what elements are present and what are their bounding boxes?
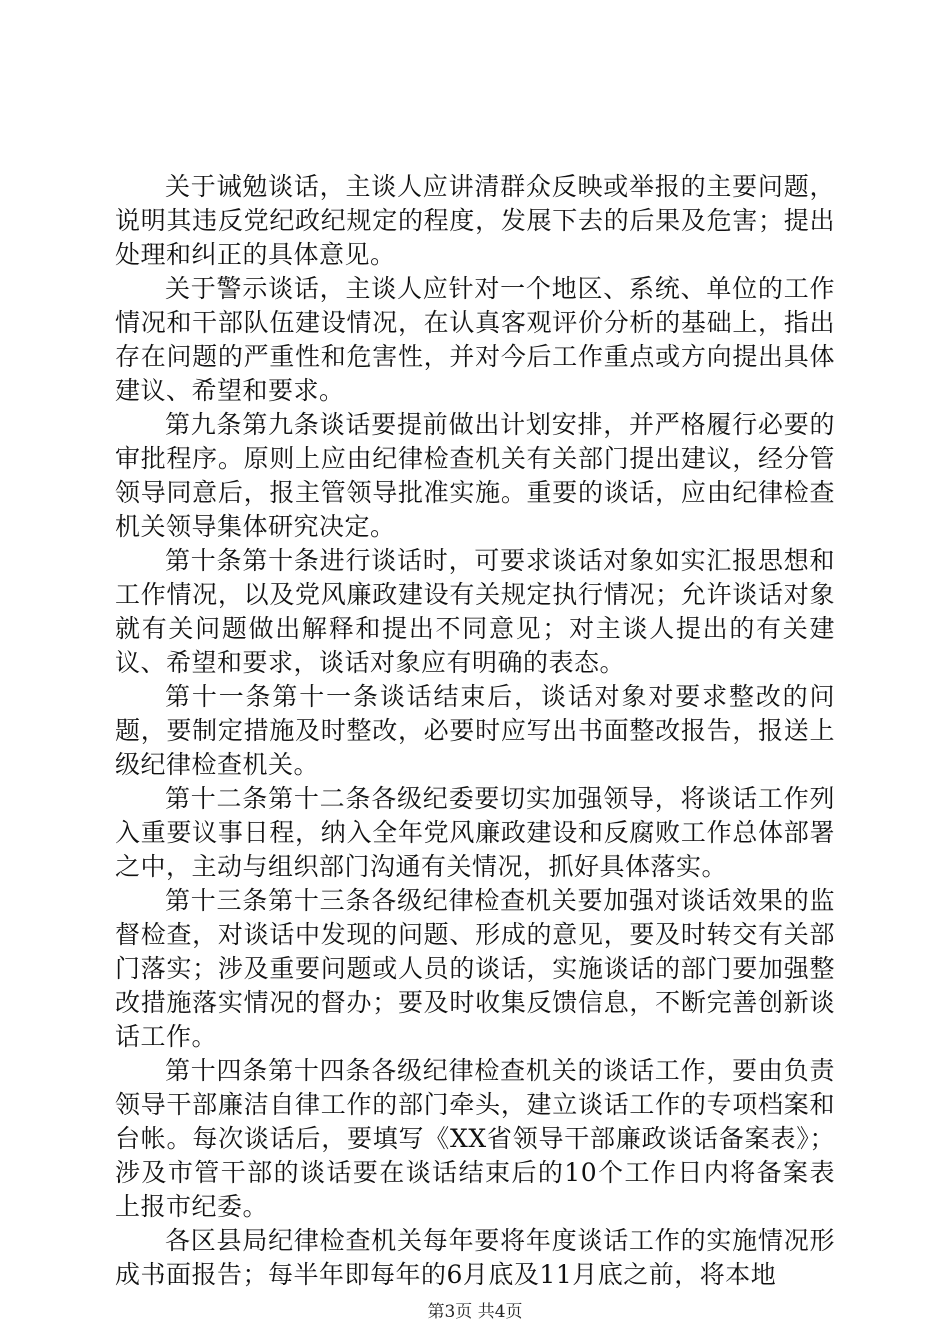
paragraph-article-11: 第十一条第十一条谈话结束后，谈话对象对要求整改的问题，要制定措施及时整改，必要时应写出书面整改报告，报送上级纪律检查机关。	[115, 682, 835, 779]
paragraph-article-10: 第十条第十条进行谈话时，可要求谈话对象如实汇报思想和工作情况，以及党风廉政建设有关规定执行情况；允许谈话对象就有关问题做出解释和提出不同意见；对主谈人提出的有关建议、希望和要求，谈话对象应有明确的表态。	[115, 546, 835, 677]
paragraph-article-12: 第十二条第十二条各级纪委要切实加强领导，将谈话工作列入重要议事日程，纳入全年党风廉政建设和反腐败工作总体部署之中，主动与组织部门沟通有关情况，抓好具体落实。	[115, 784, 835, 881]
document-body	[115, 170, 835, 1292]
paragraph-annual-report: 各区县局纪律检查机关每年要将年度谈话工作的实施情况形成书面报告；每半年即每年的6月底及11月底之前，将本地	[115, 1226, 835, 1289]
page-number-footer: 第3页 共4页	[427, 1302, 523, 1322]
paragraph-article-14: 第十四条第十四条各级纪律检查机关的谈话工作，要由负责领导干部廉洁自律工作的部门牵头，建立谈话工作的专项档案和台帐。每次谈话后，要填写《XX省领导干部廉政谈话备案表》；涉及市管干部的谈话要在谈话结束后的10个工作日内将备案表上报市纪委。	[115, 1056, 835, 1221]
paragraph-warning-talk-2: 关于警示谈话，主谈人应针对一个地区、系统、单位的工作情况和干部队伍建设情况，在认真客观评价分析的基础上，指出存在问题的严重性和危害性，并对今后工作重点或方向提出具体建议、希望和要求。	[115, 274, 835, 405]
paragraph-article-9: 第九条第九条谈话要提前做出计划安排，并严格履行必要的审批程序。原则上应由纪律检查机关有关部门提出建议，经分管领导同意后，报主管领导批准实施。重要的谈话，应由纪律检查机关领导集体研究决定。	[115, 410, 835, 541]
paragraph-article-13: 第十三条第十三条各级纪律检查机关要加强对谈话效果的监督检查，对谈话中发现的问题、形成的意见，要及时转交有关部门落实；涉及重要问题或人员的谈话，实施谈话的部门要加强整改措施落实情况的督办；要及时收集反馈信息，不断完善创新谈话工作。	[115, 886, 835, 1051]
paragraph-warning-talk-1: 关于诫勉谈话，主谈人应讲清群众反映或举报的主要问题，说明其违反党纪政纪规定的程度，发展下去的后果及危害；提出处理和纠正的具体意见。	[115, 172, 835, 269]
